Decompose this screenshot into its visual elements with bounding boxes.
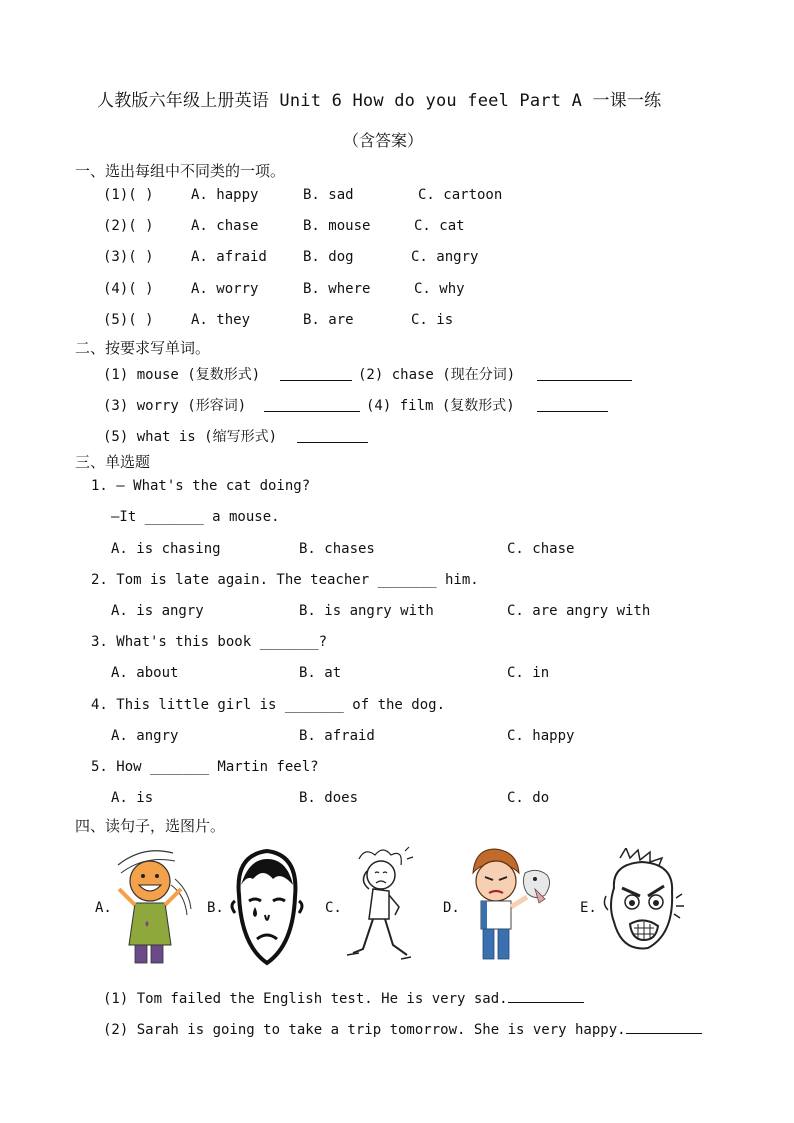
s3-option-b: B. at <box>299 665 342 681</box>
s2-item-label: (4) film (复数形式) <box>366 398 515 414</box>
s1-item-number: (2)( ) <box>103 218 154 234</box>
s1-option-a: A. happy <box>191 187 259 203</box>
s4-answer-blank[interactable] <box>626 1019 702 1034</box>
picture-a-letter: A. <box>95 900 112 916</box>
s1-option-c: C. cat <box>414 218 465 234</box>
s1-option-a: A. afraid <box>191 249 267 265</box>
picture-d-letter: D. <box>443 900 460 916</box>
s3-option-a: A. about <box>111 665 179 681</box>
s3-option-a: A. angry <box>111 728 179 744</box>
s1-option-b: B. where <box>303 281 371 297</box>
s4-sentence <box>103 988 584 1007</box>
s3-option-c: C. chase <box>507 541 575 557</box>
s3-question-stem: 3. What's this book _______? <box>91 634 328 650</box>
s4-sentence <box>103 1019 702 1038</box>
s2-answer-blank[interactable] <box>264 397 360 412</box>
s3-option-a: A. is chasing <box>111 541 221 557</box>
s3-option-b: B. chases <box>299 541 375 557</box>
s1-item-number: (5)( ) <box>103 312 154 328</box>
s3-option-c: C. happy <box>507 728 575 744</box>
s1-option-a: A. worry <box>191 281 259 297</box>
s1-item-number: (1)( ) <box>103 187 154 203</box>
page-subtitle: （含答案） <box>343 131 424 150</box>
s2-answer-blank[interactable] <box>280 366 352 381</box>
s4-sentence-text: (2) Sarah is going to take a trip tomorrow. She is very happy. <box>103 1022 626 1038</box>
s1-item-number: (3)( ) <box>103 249 154 265</box>
s3-option-c: C. do <box>507 790 550 806</box>
s4-sentence-text: (1) Tom failed the English test. He is very sad. <box>103 991 508 1007</box>
s1-item-number: (4)( ) <box>103 281 154 297</box>
s3-option-c: C. in <box>507 665 550 681</box>
picture-b-letter: B. <box>207 900 224 916</box>
s1-option-c: C. cartoon <box>418 187 503 203</box>
section4-heading: 四、读句子，选图片。 <box>75 817 226 835</box>
s3-question-stem: 5. How _______ Martin feel? <box>91 759 319 775</box>
s1-option-b: B. mouse <box>303 218 371 234</box>
s2-answer-blank[interactable] <box>297 428 368 443</box>
s2-answer-blank[interactable] <box>537 366 632 381</box>
s1-option-a: A. they <box>191 312 251 328</box>
s1-option-b: B. sad <box>303 187 354 203</box>
s1-option-b: B. dog <box>303 249 354 265</box>
s3-option-a: A. is <box>111 790 154 806</box>
s3-option-a: A. is angry <box>111 603 204 619</box>
s3-question-stem-answer: —It _______ a mouse. <box>111 509 280 525</box>
s4-answer-blank[interactable] <box>508 988 584 1003</box>
s1-option-c: C. is <box>411 312 454 328</box>
page-title: 人教版六年级上册英语 Unit 6 How do you feel Part A 一课一练 <box>97 91 662 111</box>
picture-c-letter: C. <box>325 900 342 916</box>
s1-option-b: B. are <box>303 312 354 328</box>
angry-face-icon <box>602 848 684 966</box>
section3-heading: 三、单选题 <box>75 453 151 471</box>
happy-child-icon <box>113 845 193 970</box>
s1-option-a: A. chase <box>191 218 259 234</box>
s3-question-stem: 2. Tom is late again. The teacher _______ him. <box>91 572 479 588</box>
s3-option-b: B. does <box>299 790 359 806</box>
s3-question-stem: 4. This little girl is _______ of the dog. <box>91 697 446 713</box>
s2-item-label: (3) worry (形容词) <box>103 398 247 414</box>
worried-man-icon <box>345 845 417 969</box>
s2-answer-blank[interactable] <box>537 397 608 412</box>
s3-question-stem: 1. — What's the cat doing? <box>91 478 311 494</box>
s3-option-c: C. are angry with <box>507 603 651 619</box>
s2-item-label: (2) chase (现在分词) <box>358 367 516 383</box>
section1-heading: 一、选出每组中不同类的一项。 <box>75 162 286 180</box>
s3-option-b: B. is angry with <box>299 603 434 619</box>
s2-item-label: (5) what is (缩写形式) <box>103 429 278 445</box>
s1-option-c: C. angry <box>411 249 479 265</box>
picture-e-letter: E. <box>580 900 597 916</box>
s1-option-c: C. why <box>414 281 465 297</box>
s3-option-b: B. afraid <box>299 728 375 744</box>
s2-item-label: (1) mouse (复数形式) <box>103 367 261 383</box>
section2-heading: 二、按要求写单词。 <box>75 339 211 357</box>
afraid-boy-icon <box>465 845 557 969</box>
crying-face-icon <box>229 845 305 969</box>
